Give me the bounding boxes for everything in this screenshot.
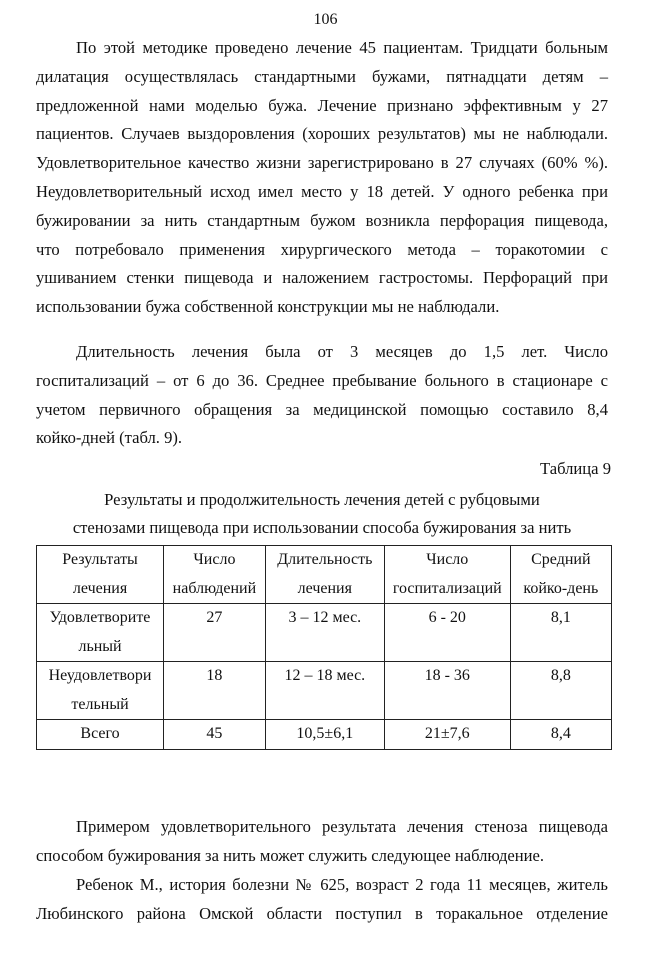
header-bed-days: Средний койко-день [510, 546, 611, 604]
text-line: что потребовало применения хирургического метода – торакотомии с [36, 239, 608, 259]
text-line: Длительность лечения была от 3 месяцев до 1,5 лет. Число [76, 342, 608, 361]
table-caption [36, 486, 608, 542]
results-table [36, 545, 612, 750]
text-line: дилатация осуществлялась стандартными бужами, пятнадцати детям – [36, 66, 608, 86]
cell-result: Всего [37, 720, 164, 750]
text-line: Удовлетворительное качество жизни зарегистрировано в 27 случаях (60% %). [36, 153, 608, 173]
paragraph-treatment-results [36, 34, 608, 322]
text-line: Любинского района Омской области поступил в торакальное отделение [36, 903, 608, 923]
cell-count: 27 [164, 604, 266, 662]
cell-bed-days: 8,1 [510, 604, 611, 662]
table-row [37, 604, 612, 662]
header-results: Результаты лечения [37, 546, 164, 604]
cell-bed-days: 8,4 [510, 720, 611, 750]
cell-count: 45 [164, 720, 266, 750]
text-line: бужировании за нить стандартным бужом возникла перфорация пищевода, [36, 210, 608, 230]
cell-duration: 12 – 18 мес. [265, 662, 384, 720]
table-header-row [37, 546, 612, 604]
header-duration: Длительность лечения [265, 546, 384, 604]
text-line: госпитализаций – от 6 до 36. Среднее пребывание больного в стационаре с [36, 370, 608, 390]
header-count: Число наблюдений [164, 546, 266, 604]
table-row [37, 662, 612, 720]
cell-hospitalizations: 6 - 20 [384, 604, 510, 662]
cell-result: Удовлетворите льный [37, 604, 164, 662]
paragraph-duration [36, 338, 608, 453]
cell-duration: 3 – 12 мес. [265, 604, 384, 662]
text-line: способом бужирования за нить может служить следующее наблюдение. [36, 845, 545, 865]
text-line: учетом первичного обращения за медицинской помощью составило 8,4 [36, 399, 608, 419]
text-line: использовании бужа собственной конструкции мы не наблюдали. [36, 297, 500, 317]
text-line: По этой методике проведено лечение 45 пациентам. Тридцати больным [76, 38, 608, 57]
header-hospitalizations: Число госпитализаций [384, 546, 510, 604]
text-line: предложенной нами моделью бужа. Лечение признано эффективным у 27 [36, 95, 608, 115]
page-number: 106 [313, 11, 338, 28]
table-label: Таблица 9 [540, 459, 611, 478]
text-line: Примером удовлетворительного результата лечения стеноза пищевода [76, 817, 608, 836]
cell-duration: 10,5±6,1 [265, 720, 384, 750]
text-line: койко-дней (табл. 9). [36, 428, 183, 448]
cell-count: 18 [164, 662, 266, 720]
text-line: Неудовлетворительный исход имел место у 18 детей. У одного ребенка при [36, 181, 608, 201]
paragraph-case-history [36, 871, 608, 929]
cell-bed-days: 8,8 [510, 662, 611, 720]
text-line: ушиванием стенки пищевода и наложением гастростомы. Перфораций при [36, 268, 608, 288]
cell-result: Неудовлетвори тельный [37, 662, 164, 720]
paragraph-example-intro [36, 813, 608, 871]
cell-hospitalizations: 18 - 36 [384, 662, 510, 720]
text-line: Ребенок М., история болезни № 625, возраст 2 года 11 месяцев, житель [76, 875, 608, 894]
cell-hospitalizations: 21±7,6 [384, 720, 510, 750]
text-line: пациентов. Случаев выздоровления (хороших результатов) мы не наблюдали. [36, 124, 608, 144]
table-caption-line: Результаты и продолжительность лечения детей с рубцовыми [104, 490, 540, 509]
table-row-total [37, 720, 612, 750]
table-caption-line: стенозами пищевода при использовании способа бужирования за нить [72, 518, 572, 537]
